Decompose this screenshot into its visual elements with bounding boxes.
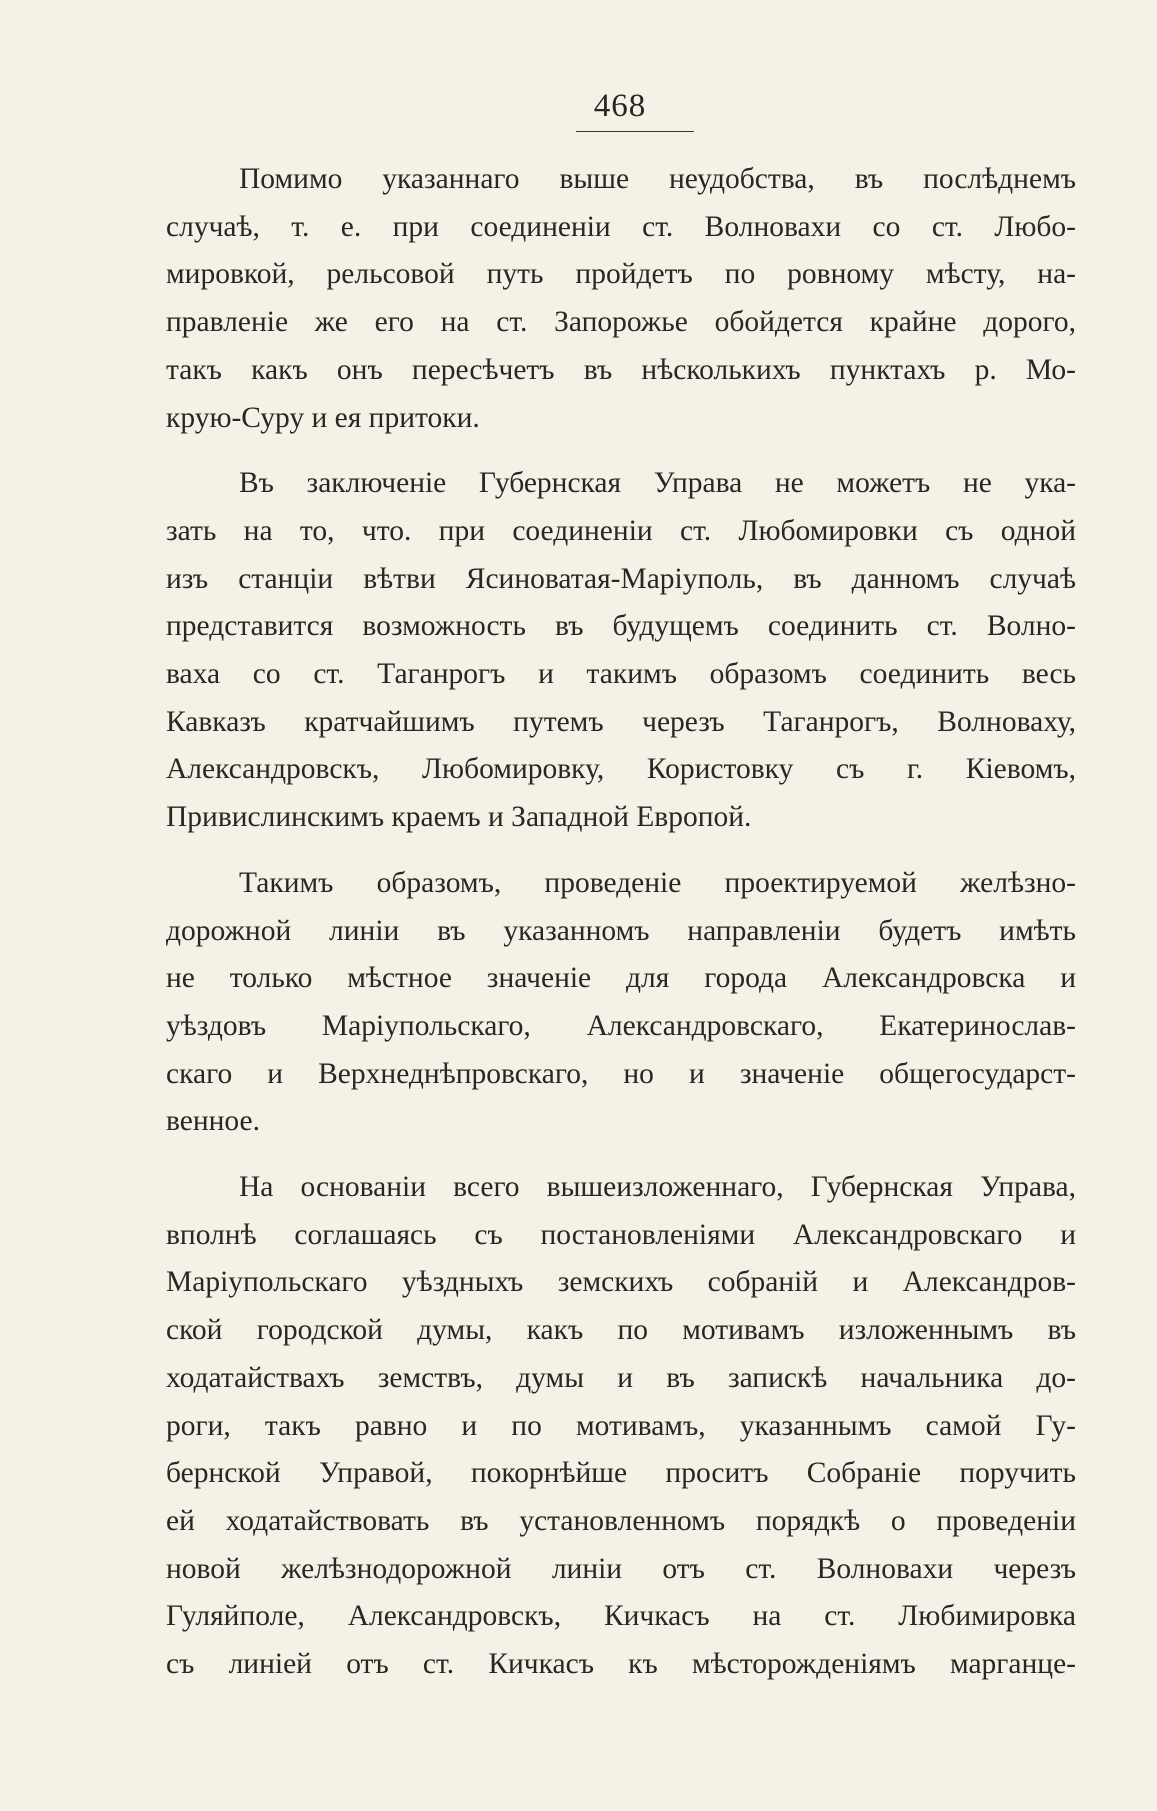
text-line: такъ какъ онъ пересѣчетъ въ нѣсколькихъ пунктахъ р. Мо- <box>166 353 1076 386</box>
text-line: правленіе же его на ст. Запорожье обойдется крайне дорого, <box>166 306 1076 339</box>
text-line: бернской Управой, покорнѣйше проситъ Собраніе поручить <box>166 1457 1076 1490</box>
text-line: Такимъ образомъ, проведеніе проектируемой желѣзно- <box>239 866 1076 899</box>
text-line: ваха со ст. Таганрогъ и такимъ образомъ соединить весь <box>166 658 1076 691</box>
text-line: ской городской думы, какъ по мотивамъ изложеннымъ въ <box>166 1314 1076 1347</box>
text-line: Кавказъ кратчайшимъ путемъ черезъ Таганрогъ, Волноваху, <box>166 705 1076 738</box>
text-line: Маріупольскаго уѣздныхъ земскихъ собраній и Александров- <box>166 1266 1076 1299</box>
text-line: дорожной линіи въ указанномъ направленіи будетъ имѣть <box>166 914 1076 947</box>
text-line: На основаніи всего вышеизложеннаго, Губернская Управа, <box>239 1171 1076 1204</box>
text-line: венное. <box>166 1105 261 1138</box>
text-line: случаѣ, т. е. при соединеніи ст. Волновахи со ст. Любо- <box>166 210 1076 243</box>
text-line: ей ходатайствовать въ установленномъ порядкѣ о проведеніи <box>166 1504 1076 1537</box>
text-line: Привислинскимъ краемъ и Западной Европой. <box>166 801 752 834</box>
text-line: уѣздовъ Маріупольскаго, Александровскаго, Екатеринослав- <box>166 1009 1076 1042</box>
paragraph-3 <box>166 860 1076 1146</box>
text-line: вполнѣ соглашаясь съ постановленіями Александровскаго и <box>166 1218 1076 1251</box>
text-line: Въ заключеніе Губернская Управа не можетъ не ука- <box>239 467 1076 500</box>
text-line: новой желѣзнодорожной линіи отъ ст. Волновахи черезъ <box>166 1552 1076 1585</box>
text-line: ходатайствахъ земствъ, думы и въ запискѣ начальника до- <box>166 1361 1076 1394</box>
text-line: скаго и Верхнеднѣпровскаго, но и значеніе общегосударст- <box>166 1057 1076 1090</box>
paragraph-1 <box>166 156 1076 442</box>
text-line: изъ станціи вѣтви Ясиноватая-Маріуполь, въ данномъ случаѣ <box>166 562 1076 595</box>
text-line: не только мѣстное значеніе для города Александровска и <box>166 962 1076 995</box>
page-number: 468 <box>593 88 647 124</box>
text-line: Гуляйполе, Александровскъ, Кичкасъ на ст. Любимировка <box>166 1600 1076 1633</box>
text-line: съ линіей отъ ст. Кичкасъ къ мѣсторожденіямъ марганце- <box>166 1648 1076 1681</box>
text-line: крую-Суру и ея притоки. <box>166 401 480 434</box>
text-line: роги, такъ равно и по мотивамъ, указаннымъ самой Гу- <box>166 1409 1076 1442</box>
text-line: зать на то, что. при соединеніи ст. Любомировки съ одной <box>166 514 1076 547</box>
page-number-rule <box>576 131 694 132</box>
paragraph-4 <box>166 1164 1076 1689</box>
text-line: Помимо указаннаго выше неудобства, въ послѣднемъ <box>239 163 1076 195</box>
text-line: представится возможность въ будущемъ соединить ст. Волно- <box>166 610 1076 643</box>
text-line: Александровскъ, Любомировку, Кориcтовку съ г. Кіевомъ, <box>166 753 1076 786</box>
body-text <box>166 156 1076 1689</box>
text-line: мировкой, рельсовой путь пройдетъ по ровному мѣсту, на- <box>166 258 1076 291</box>
paragraph-2 <box>166 460 1076 842</box>
